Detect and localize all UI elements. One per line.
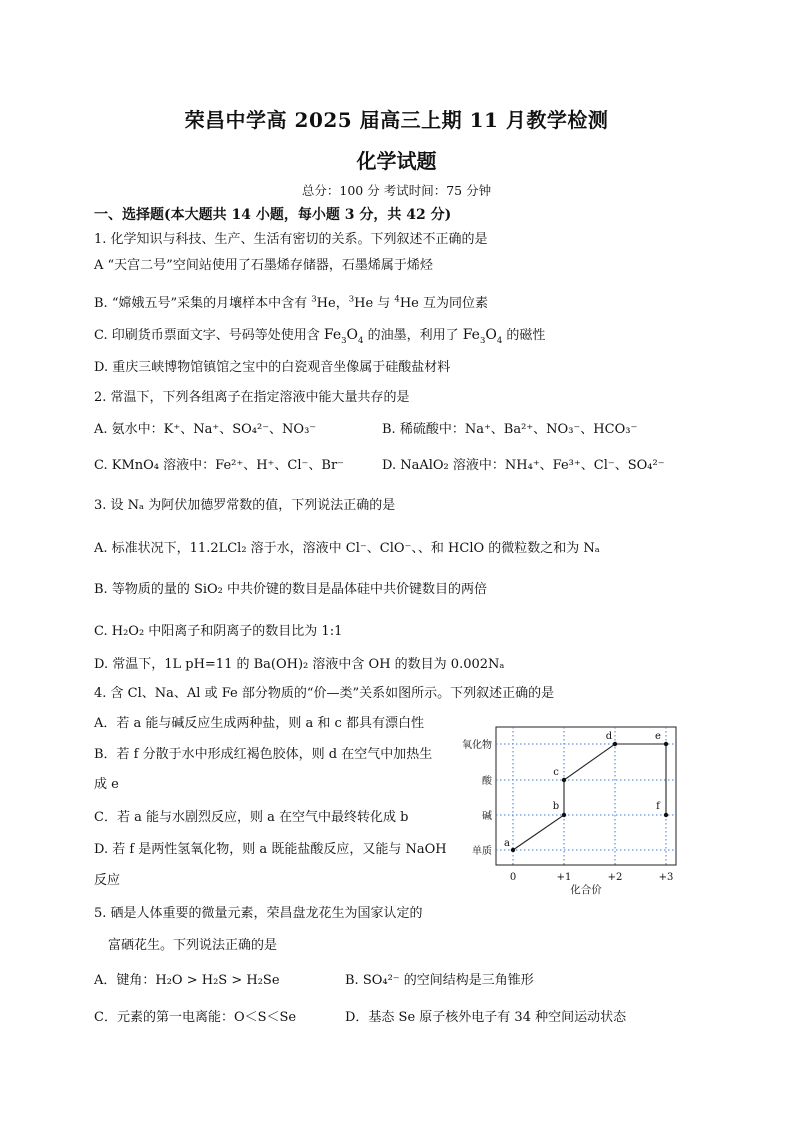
q3-option-d: D. 常温下，1L pH=11 的 Ba(OH)₂ 溶液中含 OH 的数目为 0.002Nₐ xyxy=(94,657,505,672)
q2-option-a: A. 氨水中：K⁺、Na⁺、SO₄²⁻、NO₃⁻ xyxy=(94,422,317,437)
exam-meta: 总分：100 分 考试时间：75 分钟 xyxy=(301,183,492,198)
q1-b-mass-3b: 3 xyxy=(348,294,355,305)
q1-c-sub4: 4 xyxy=(358,335,364,346)
q1-option-a: A “天宫二号”空间站使用了石墨烯存储器，石墨烯属于烯烃 xyxy=(94,258,433,273)
point-label-d: d xyxy=(605,731,613,742)
x-tick-label: 0 xyxy=(509,872,517,883)
q1-c-formula-1 xyxy=(323,327,364,346)
q2-option-d: D. NaAlO₂ 溶液中：NH₄⁺、Fe³⁺、Cl⁻、SO₄²⁻ xyxy=(382,458,665,473)
point-f xyxy=(664,813,668,817)
q4-option-b-line2: 成 e xyxy=(94,777,119,792)
q1-b-mass-3a: 3 xyxy=(311,294,317,305)
q1-c-formula-2 xyxy=(462,327,503,346)
y-tick-label: 酸 xyxy=(482,776,492,787)
q1-b-pre: B. “嫦娥五号”采集的月壤样本中含有 xyxy=(94,296,312,311)
valence-path xyxy=(513,744,666,850)
q5-option-b: B. SO₄²⁻ 的空间结构是三角锥形 xyxy=(345,973,534,988)
q3-option-c: C. H₂O₂ 中阳离子和阴离子的数目比为 1:1 xyxy=(94,624,343,639)
y-tick-label: 氧化物 xyxy=(462,740,492,751)
valence-class-chart xyxy=(458,724,686,896)
q1-c-o: O xyxy=(346,327,359,343)
point-c xyxy=(562,778,566,782)
q1-c-sub3: 3 xyxy=(341,335,347,346)
q4-option-b-line1: B．若 f 分散于水中形成红褐色胶体，则 d 在空气中加热生 xyxy=(94,747,433,762)
q1-c-fe-2: Fe xyxy=(462,327,480,343)
q5-stem-line2: 富硒花生。下列说法正确的是 xyxy=(108,938,278,953)
point-label-f: f xyxy=(656,801,660,812)
q4-option-d-line2: 反应 xyxy=(94,873,121,888)
q1-c-sub3-2: 3 xyxy=(479,335,486,346)
q1-b-mass-4: 4 xyxy=(394,294,400,305)
y-tick-label: 单质 xyxy=(472,846,492,857)
point-label-a: a xyxy=(504,838,510,849)
point-b xyxy=(562,813,566,817)
q1-option-d: D. 重庆三峡博物馆镇馆之宝中的白瓷观音坐像属于硅酸盐材料 xyxy=(94,360,451,375)
q1-c-post: 的磁性 xyxy=(502,328,546,343)
q1-b-post: He 互为同位素 xyxy=(399,296,489,311)
q5-option-a: A．键角：H₂O > H₂S > H₂Se xyxy=(94,973,280,988)
q2-option-c: C. KMnO₄ 溶液中：Fe²⁺、H⁺、Cl⁻、Br⁻ xyxy=(94,458,345,473)
q2-option-b: B. 稀硫酸中：Na⁺、Ba²⁺、NO₃⁻、HCO₃⁻ xyxy=(382,422,638,437)
section-heading: 一、选择题(本大题共 14 小题，每小题 3 分，共 42 分) xyxy=(94,207,452,223)
q3-stem: 3. 设 Nₐ 为阿伏加德罗常数的值，下列说法正确的是 xyxy=(94,498,396,513)
q1-c-o-2: O xyxy=(485,327,497,343)
q4-option-c: C．若 a 能与水剧烈反应，则 a 在空气中最终转化成 b xyxy=(94,810,409,825)
x-tick-label: +2 xyxy=(607,872,623,883)
q1-b-mid: He， xyxy=(316,296,349,311)
q3-option-a: A. 标准状况下，11.2LCl₂ 溶于水，溶液中 Cl⁻、ClO⁻、、和 HClO 的微粒数之和为 Nₐ xyxy=(94,541,600,556)
q1-c-fe: Fe xyxy=(323,327,342,343)
q2-stem: 2. 常温下，下列各组离子在指定溶液中能大量共存的是 xyxy=(94,390,410,405)
point-d xyxy=(613,742,617,746)
q1-c-pre: C. 印刷货币票面文字、号码等处使用含 xyxy=(94,328,324,343)
x-tick-label: +1 xyxy=(556,872,572,883)
chart-frame xyxy=(496,727,676,865)
q4-option-d-line1: D. 若 f 是两性氢氧化物，则 a 既能盐酸反应，又能与 NaOH xyxy=(94,842,447,857)
q1-c-sub4-2: 4 xyxy=(496,335,503,346)
q1-option-b xyxy=(94,292,488,311)
x-axis-label: 化合价 xyxy=(570,884,602,896)
q5-option-d: D．基态 Se 原子核外电子有 34 种空间运动状态 xyxy=(345,1010,627,1025)
point-label-b: b xyxy=(552,801,560,812)
y-tick-label: 碱 xyxy=(482,811,492,822)
q4-option-a: A．若 a 能与碱反应生成两种盐，则 a 和 c 都具有漂白性 xyxy=(94,716,424,731)
q1-stem: 1. 化学知识与科技、生产、生活有密切的关系。下列叙述不正确的是 xyxy=(94,232,488,247)
exam-subtitle: 化学试题 xyxy=(356,149,437,173)
q4-stem: 4. 含 Cl、Na、Al 或 Fe 部分物质的“价—类”关系如图所示。下列叙述正确的是 xyxy=(94,686,555,701)
q5-stem-line1: 5. 硒是人体重要的微量元素，荣昌盘龙花生为国家认定的 xyxy=(94,906,423,921)
point-label-c: c xyxy=(553,767,559,778)
point-a xyxy=(511,848,515,852)
q5-option-c: C．元素的第一电离能：O＜S＜Se xyxy=(94,1010,297,1025)
exam-title: 荣昌中学高 2025 届高三上期 11 月教学检测 xyxy=(184,108,609,132)
point-label-e: e xyxy=(655,731,661,742)
x-tick-label: +3 xyxy=(658,872,674,883)
q1-b-mid2: He 与 xyxy=(354,296,395,311)
point-e xyxy=(664,742,668,746)
q1-c-mid: 的油墨，利用了 xyxy=(363,328,463,343)
q3-option-b: B. 等物质的量的 SiO₂ 中共价键的数目是晶体硅中共价键数目的两倍 xyxy=(94,582,488,597)
q1-option-c xyxy=(94,324,545,346)
